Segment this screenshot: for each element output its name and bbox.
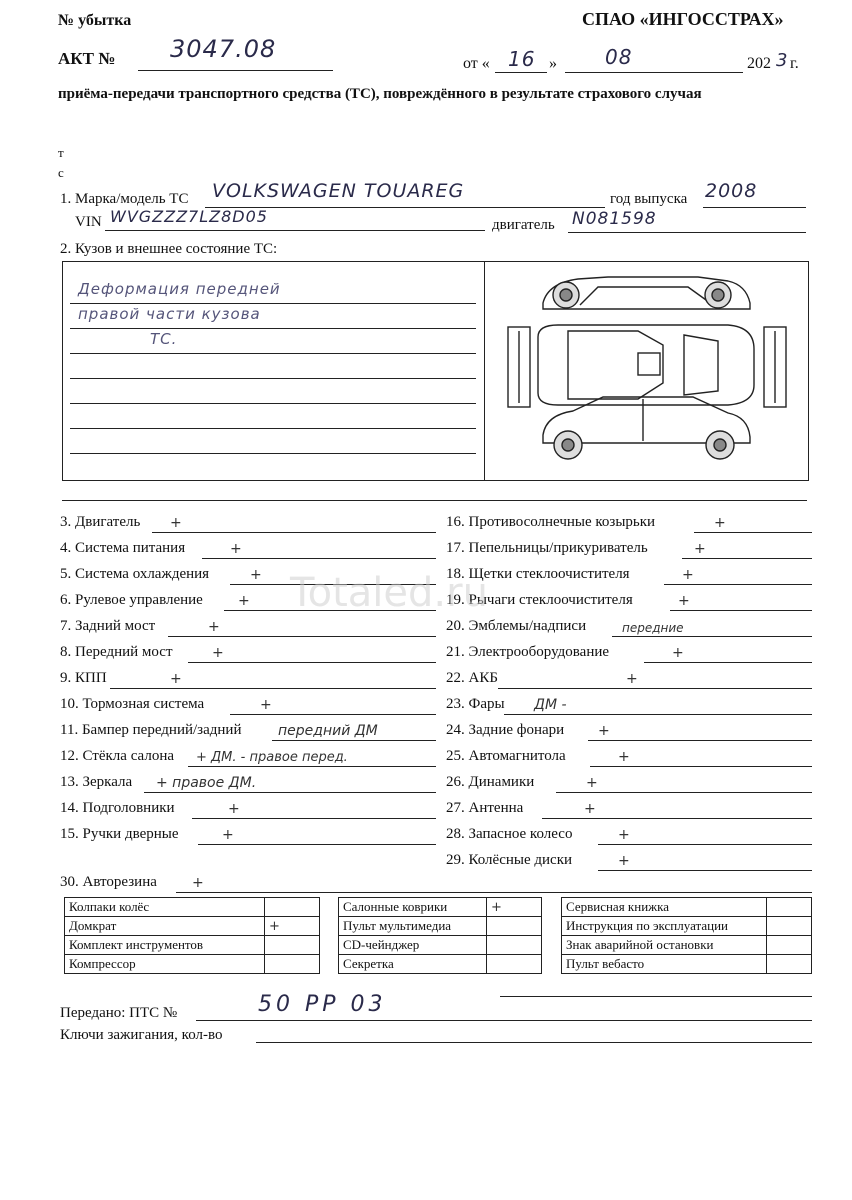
- item-label: 28. Запасное колесо: [446, 826, 573, 842]
- item-mark: +: [250, 567, 262, 583]
- item-label: 3. Двигатель: [60, 514, 141, 530]
- list-item: [446, 771, 812, 793]
- table-cell: Секретка: [339, 955, 487, 974]
- separator-line: [62, 500, 807, 501]
- list-item: [446, 641, 812, 663]
- year-value: 2008: [705, 180, 758, 202]
- item-rule: [230, 714, 436, 715]
- item-label: 4. Система питания: [60, 540, 186, 556]
- table-cell: Пульт вебасто: [562, 955, 767, 974]
- table-cell-mark: [767, 917, 812, 936]
- table-cell: Салонные коврики: [339, 898, 487, 917]
- item-mark: передний ДМ: [278, 723, 378, 739]
- item-rule: [670, 610, 812, 611]
- item-label: 21. Электрооборудование: [446, 644, 610, 660]
- list-item: [446, 563, 812, 585]
- list-item: [446, 537, 812, 559]
- item-rule: [588, 740, 812, 741]
- list-item: [60, 771, 436, 793]
- item-label: 27. Антенна: [446, 800, 524, 816]
- handover-line-top: [500, 996, 812, 997]
- date-year-hand: 3: [776, 50, 789, 71]
- vin-value: WVGZZZ7LZ8D05: [110, 207, 268, 226]
- list-item: [446, 615, 812, 637]
- table-cell: Колпаки колёс: [65, 898, 265, 917]
- list-item-tires: [60, 871, 812, 893]
- list-item: [60, 615, 436, 637]
- item-mark: +: [230, 541, 242, 557]
- body-note-2: правой части кузова: [78, 305, 261, 323]
- notes-line: [70, 403, 476, 404]
- notes-line: [70, 353, 476, 354]
- item-mark: +: [714, 515, 726, 531]
- margin-letter-t: т: [58, 145, 64, 160]
- pts-line: [196, 1020, 812, 1021]
- list-item: [446, 849, 812, 871]
- item-mark: +: [170, 515, 182, 531]
- item-mark: +: [192, 875, 204, 891]
- item-mark: +: [222, 827, 234, 843]
- act-subtitle: приёма-передачи транспортного средства (ТС), повреждённого в результате страхового случая: [58, 86, 702, 102]
- item-mark: +: [170, 671, 182, 687]
- item-rule: [192, 818, 436, 819]
- date-month: 08: [605, 45, 633, 69]
- item-mark: +: [672, 645, 684, 661]
- item-mark: +: [260, 697, 272, 713]
- item-label: 8. Передний мост: [60, 644, 173, 660]
- notes-line: [70, 428, 476, 429]
- act-label: АКТ №: [58, 49, 116, 68]
- keys-line: [256, 1042, 812, 1043]
- list-item: [60, 719, 436, 741]
- item-mark: +: [618, 749, 630, 765]
- table-cell-mark: +: [265, 917, 320, 936]
- table-cell: Знак аварийной остановки: [562, 936, 767, 955]
- item-mark: ДМ -: [534, 697, 567, 713]
- item-mark: +: [694, 541, 706, 557]
- item-mark: +: [212, 645, 224, 661]
- table-row: [562, 936, 812, 955]
- date-month-line: [565, 72, 743, 73]
- table-cell-mark: [767, 955, 812, 974]
- item-rule: [542, 818, 812, 819]
- engine-line: [568, 232, 806, 233]
- item-mark: +: [626, 671, 638, 687]
- list-item: [60, 823, 436, 845]
- item-rule: [188, 766, 436, 767]
- notes-line: [70, 453, 476, 454]
- item-rule: [644, 662, 812, 663]
- engine-value: N081598: [572, 209, 657, 229]
- table-cell-mark: [265, 898, 320, 917]
- item-rule: [556, 792, 812, 793]
- body-box-divider: [484, 261, 485, 480]
- item-label: 24. Задние фонари: [446, 722, 565, 738]
- item-mark: +: [618, 827, 630, 843]
- item-rule: [198, 844, 436, 845]
- item-mark: +: [678, 593, 690, 609]
- item-label: 20. Эмблемы/надписи: [446, 618, 587, 634]
- list-item: [60, 511, 436, 533]
- year-line: [703, 207, 806, 208]
- list-item: [60, 693, 436, 715]
- table-row: [339, 898, 542, 917]
- table-row: [339, 917, 542, 936]
- item-rule: [598, 844, 812, 845]
- pts-value: 50 РР 03: [258, 992, 387, 1017]
- item-mark: + ДМ. - правое перед.: [196, 750, 348, 765]
- keys-label: Ключи зажигания, кол-во: [60, 1027, 223, 1043]
- equipment-table-3: [561, 897, 812, 974]
- table-cell: Комплект инструментов: [65, 936, 265, 955]
- company-name: СПАО «ИНГОССТРАХ»: [582, 9, 784, 29]
- item-mark: +: [208, 619, 220, 635]
- table-row: [65, 917, 320, 936]
- date-year-prefix: 202: [747, 55, 771, 72]
- equipment-table-1: [64, 897, 320, 974]
- list-item: [60, 641, 436, 663]
- table-row: [562, 917, 812, 936]
- table-cell-mark: +: [487, 898, 542, 917]
- table-cell-mark: [767, 936, 812, 955]
- item-label: 29. Колёсные диски: [446, 852, 573, 868]
- list-item: [446, 693, 812, 715]
- item-rule: [144, 792, 436, 793]
- table-row: [562, 955, 812, 974]
- act-number: 3047.08: [170, 35, 277, 63]
- pts-label: Передано: ПТС №: [60, 1005, 178, 1021]
- list-item: [60, 745, 436, 767]
- item-label: 18. Щетки стеклоочистителя: [446, 566, 630, 582]
- item-mark: +: [584, 801, 596, 817]
- engine-label: двигатель: [492, 217, 555, 233]
- year-label: год выпуска: [610, 191, 688, 207]
- model-value: VOLKSWAGEN TOUAREG: [212, 180, 465, 202]
- item-rule: [272, 740, 436, 741]
- car-damage-diagram: [488, 265, 804, 475]
- item-rule: [188, 662, 436, 663]
- act-number-line: [138, 70, 333, 71]
- body-condition-label: 2. Кузов и внешнее состояние ТС:: [60, 241, 278, 257]
- item-rule: [664, 584, 812, 585]
- item-mark: передние: [622, 621, 684, 635]
- item-rule: [504, 714, 812, 715]
- item-label: 23. Фары: [446, 696, 505, 712]
- list-item: [446, 745, 812, 767]
- watermark: Totaled.ru: [290, 570, 488, 616]
- item-label: 11. Бампер передний/задний: [60, 722, 242, 738]
- margin-letter-c: с: [58, 165, 64, 180]
- table-row: [65, 898, 320, 917]
- table-cell-mark: [487, 936, 542, 955]
- table-cell: CD-чейнджер: [339, 936, 487, 955]
- vin-label: VIN: [75, 214, 102, 230]
- item-label: 14. Подголовники: [60, 800, 175, 816]
- list-item: [60, 537, 436, 559]
- list-item: [446, 719, 812, 741]
- table-row: [339, 936, 542, 955]
- item-rule: [590, 766, 812, 767]
- table-cell-mark: [767, 898, 812, 917]
- date-day-line: [495, 72, 547, 73]
- list-item: [60, 797, 436, 819]
- model-label: 1. Марка/модель ТС: [60, 191, 189, 207]
- item-label: 7. Задний мост: [60, 618, 156, 634]
- item-mark: +: [238, 593, 250, 609]
- body-note-3: ТС.: [150, 330, 178, 348]
- table-row: [339, 955, 542, 974]
- notes-line: [70, 328, 476, 329]
- loss-number-label: № убытка: [58, 12, 132, 29]
- list-item: [446, 589, 812, 611]
- date-year-suffix: г.: [790, 55, 799, 72]
- item-label: 13. Зеркала: [60, 774, 133, 790]
- item-label: 26. Динамики: [446, 774, 535, 790]
- list-item: [446, 797, 812, 819]
- date-day: 16: [508, 47, 536, 71]
- item-label: 30. Авторезина: [60, 874, 157, 890]
- item-label: 10. Тормозная система: [60, 696, 205, 712]
- item-mark: +: [598, 723, 610, 739]
- table-row: [65, 955, 320, 974]
- table-cell-mark: [265, 955, 320, 974]
- table-row: [65, 936, 320, 955]
- item-mark: + правое ДМ.: [156, 775, 257, 791]
- table-row: [562, 898, 812, 917]
- body-note-1: Деформация передней: [78, 280, 281, 298]
- table-cell: Сервисная книжка: [562, 898, 767, 917]
- item-label: 9. КПП: [60, 670, 107, 686]
- table-cell-mark: [487, 917, 542, 936]
- vin-line: [105, 230, 485, 231]
- table-cell: Компрессор: [65, 955, 265, 974]
- equipment-table-2: [338, 897, 542, 974]
- table-cell: Домкрат: [65, 917, 265, 936]
- list-item: [446, 511, 812, 533]
- item-mark: +: [228, 801, 240, 817]
- list-item: [60, 667, 436, 689]
- item-mark: +: [618, 853, 630, 869]
- list-item: [446, 667, 812, 689]
- item-label: 19. Рычаги стеклоочистителя: [446, 592, 633, 608]
- item-rule: [498, 688, 812, 689]
- item-rule: [612, 636, 812, 637]
- item-label: 22. АКБ: [446, 670, 498, 686]
- item-rule: [176, 892, 812, 893]
- item-label: 5. Система охлаждения: [60, 566, 210, 582]
- table-cell-mark: [487, 955, 542, 974]
- item-label: 16. Противосолнечные козырьки: [446, 514, 656, 530]
- item-rule: [202, 558, 436, 559]
- table-cell: Инструкция по эксплуатации: [562, 917, 767, 936]
- table-cell-mark: [265, 936, 320, 955]
- item-rule: [168, 636, 436, 637]
- notes-line: [70, 303, 476, 304]
- date-mid: »: [549, 55, 557, 72]
- item-label: 12. Стёкла салона: [60, 748, 175, 764]
- item-rule: [152, 532, 436, 533]
- item-label: 6. Рулевое управление: [60, 592, 203, 608]
- date-prefix: от «: [463, 55, 490, 72]
- item-label: 17. Пепельницы/прикуриватель: [446, 540, 648, 556]
- item-mark: +: [682, 567, 694, 583]
- notes-line: [70, 378, 476, 379]
- list-item: [446, 823, 812, 845]
- item-rule: [110, 688, 436, 689]
- item-rule: [682, 558, 812, 559]
- item-label: 25. Автомагнитола: [446, 748, 566, 764]
- item-label: 15. Ручки дверные: [60, 826, 179, 842]
- table-cell: Пульт мультимедиа: [339, 917, 487, 936]
- item-mark: +: [586, 775, 598, 791]
- item-rule: [694, 532, 812, 533]
